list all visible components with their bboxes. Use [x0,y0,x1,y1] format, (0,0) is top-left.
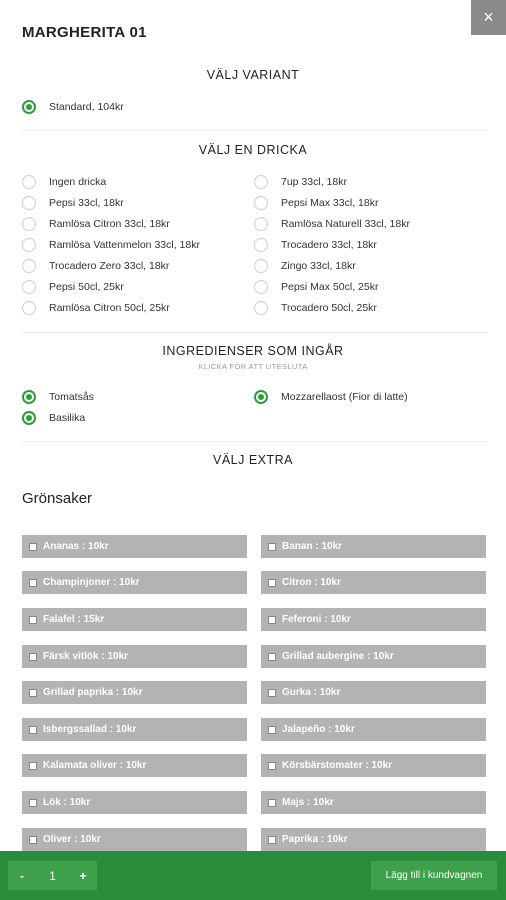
checkbox-icon [29,543,37,551]
radio-icon [254,196,268,210]
checkbox-icon [268,543,276,551]
product-title: MARGHERITA 01 [22,24,147,41]
extra-label: Ananas : 10kr [43,541,109,552]
drink-option-label: Ingen dricka [49,176,107,188]
radio-icon [254,301,268,315]
extra-label: Oliver : 10kr [43,834,101,845]
checkbox-icon [29,653,37,661]
extra-item[interactable] [261,535,486,558]
checkbox-icon [268,762,276,770]
extra-item[interactable] [261,645,486,668]
drink-option[interactable] [254,238,377,252]
checkbox-icon [268,836,276,844]
extra-item[interactable] [22,754,247,777]
radio-icon [22,238,36,252]
checkbox-icon [29,836,37,844]
extra-item[interactable] [261,828,486,851]
drink-option-label: Ramlösa Vattenmelon 33cl, 18kr [49,239,200,251]
checkbox-icon [268,689,276,697]
extra-label: Grillad paprika : 10kr [43,687,143,698]
drink-option[interactable] [22,196,124,210]
extra-item[interactable] [261,754,486,777]
drink-option-label: Trocadero 50cl, 25kr [281,302,377,314]
extra-label: Grillad aubergine : 10kr [282,651,394,662]
checkbox-icon [29,762,37,770]
drink-option-label: Pepsi Max 50cl, 25kr [281,281,379,293]
variant-heading: VÄLJ VARIANT [206,68,300,82]
variant-option[interactable] [22,100,124,114]
radio-checked-icon [254,390,268,404]
extra-item[interactable] [22,718,247,741]
extra-label: Banan : 10kr [282,541,343,552]
ingredient-label: Basilika [49,412,86,424]
radio-icon [22,301,36,315]
drink-option[interactable] [22,238,200,252]
drink-heading: VÄLJ EN DRICKA [198,143,308,157]
drink-option[interactable] [254,196,378,210]
variant-option-label: Standard, 104kr [49,101,124,113]
drink-option[interactable] [22,259,169,273]
radio-icon [22,259,36,273]
ingredient-label: Tomatsås [49,391,94,403]
divider [22,130,488,131]
extra-heading: VÄLJ EXTRA [212,453,294,467]
extra-label: Jalapeño : 10kr [282,724,355,735]
checkbox-icon [29,616,37,624]
drink-option[interactable] [254,217,410,231]
drink-option-label: Trocadero Zero 33cl, 18kr [49,260,170,272]
divider [22,441,488,442]
ingredients-subheading: KLICKA FÖR ATT UTESLUTA [198,362,308,371]
drink-option-label: Trocadero 33cl, 18kr [281,239,377,251]
checkbox-icon [268,726,276,734]
checkbox-icon [268,616,276,624]
radio-icon [254,217,268,231]
extra-label: Majs : 10kr [282,797,334,808]
drink-option[interactable] [254,280,378,294]
add-to-cart-button[interactable]: Lägg till i kundvagnen [371,861,497,890]
checkbox-icon [29,799,37,807]
drink-option[interactable] [22,217,170,231]
drink-option-label: Ramlösa Citron 33cl, 18kr [49,218,170,230]
radio-icon [254,259,268,273]
close-icon: × [483,7,494,27]
extra-item[interactable] [22,571,247,594]
radio-icon [22,175,36,189]
checkbox-icon [29,579,37,587]
extra-group-title: Grönsaker [22,490,93,507]
ingredient-item[interactable] [22,390,94,404]
extra-item[interactable] [22,608,247,631]
radio-checked-icon [22,390,36,404]
checkbox-icon [268,653,276,661]
extra-item[interactable] [261,718,486,741]
extra-label: Champinjoner : 10kr [43,577,140,588]
extra-item[interactable] [261,791,486,814]
quantity-value[interactable]: 1 [49,868,56,883]
extra-label: Körsbärstomater : 10kr [282,760,393,771]
close-button[interactable] [471,0,506,35]
extra-label: Gurka : 10kr [282,687,341,698]
ingredient-item[interactable] [22,411,85,425]
extra-item[interactable] [261,681,486,704]
checkbox-icon [29,689,37,697]
radio-checked-icon [22,100,36,114]
quantity-stepper [8,861,97,890]
decrease-quantity-button[interactable]: - [20,868,24,883]
extra-item[interactable] [22,791,247,814]
checkbox-icon [268,579,276,587]
extra-label: Paprika : 10kr [282,834,348,845]
radio-icon [254,238,268,252]
radio-icon [22,280,36,294]
radio-icon [254,280,268,294]
drink-option[interactable] [22,301,170,315]
extra-label: Isbergssallad : 10kr [43,724,137,735]
drink-option[interactable] [254,259,356,273]
extra-item[interactable] [22,828,247,851]
bottom-action-bar [0,851,506,900]
increase-quantity-button[interactable]: + [79,868,87,883]
drink-option-label: 7up 33cl, 18kr [281,176,347,188]
extra-label: Falafel : 15kr [43,614,105,625]
ingredients-heading: INGREDIENSER SOM INGÅR [162,344,344,358]
ingredient-item[interactable] [254,390,408,404]
checkbox-icon [268,799,276,807]
extra-item[interactable] [22,535,247,558]
radio-checked-icon [22,411,36,425]
extra-label: Lök : 10kr [43,797,91,808]
radio-icon [22,217,36,231]
extra-label: Citron : 10kr [282,577,341,588]
extra-item[interactable] [22,681,247,704]
extra-item[interactable] [261,571,486,594]
drink-option-label: Pepsi 50cl, 25kr [49,281,124,293]
drink-option[interactable] [254,175,347,189]
extra-label: Färsk vitlök : 10kr [43,651,129,662]
drink-option-label: Ramlösa Citron 50cl, 25kr [49,302,170,314]
checkbox-icon [29,726,37,734]
radio-icon [22,196,36,210]
divider [22,332,488,333]
drink-option[interactable] [22,175,106,189]
drink-option-label: Zingo 33cl, 18kr [281,260,356,272]
drink-option[interactable] [254,301,377,315]
extra-item[interactable] [22,645,247,668]
drink-option-label: Pepsi 33cl, 18kr [49,197,124,209]
ingredient-label: Mozzarellaost (Fior di latte) [281,391,408,403]
drink-option-label: Ramlösa Naturell 33cl, 18kr [281,218,410,230]
drink-option[interactable] [22,280,124,294]
extra-label: Feferoni : 10kr [282,614,351,625]
radio-icon [254,175,268,189]
drink-option-label: Pepsi Max 33cl, 18kr [281,197,379,209]
extra-label: Kalamata oliver : 10kr [43,760,147,771]
extra-item[interactable] [261,608,486,631]
